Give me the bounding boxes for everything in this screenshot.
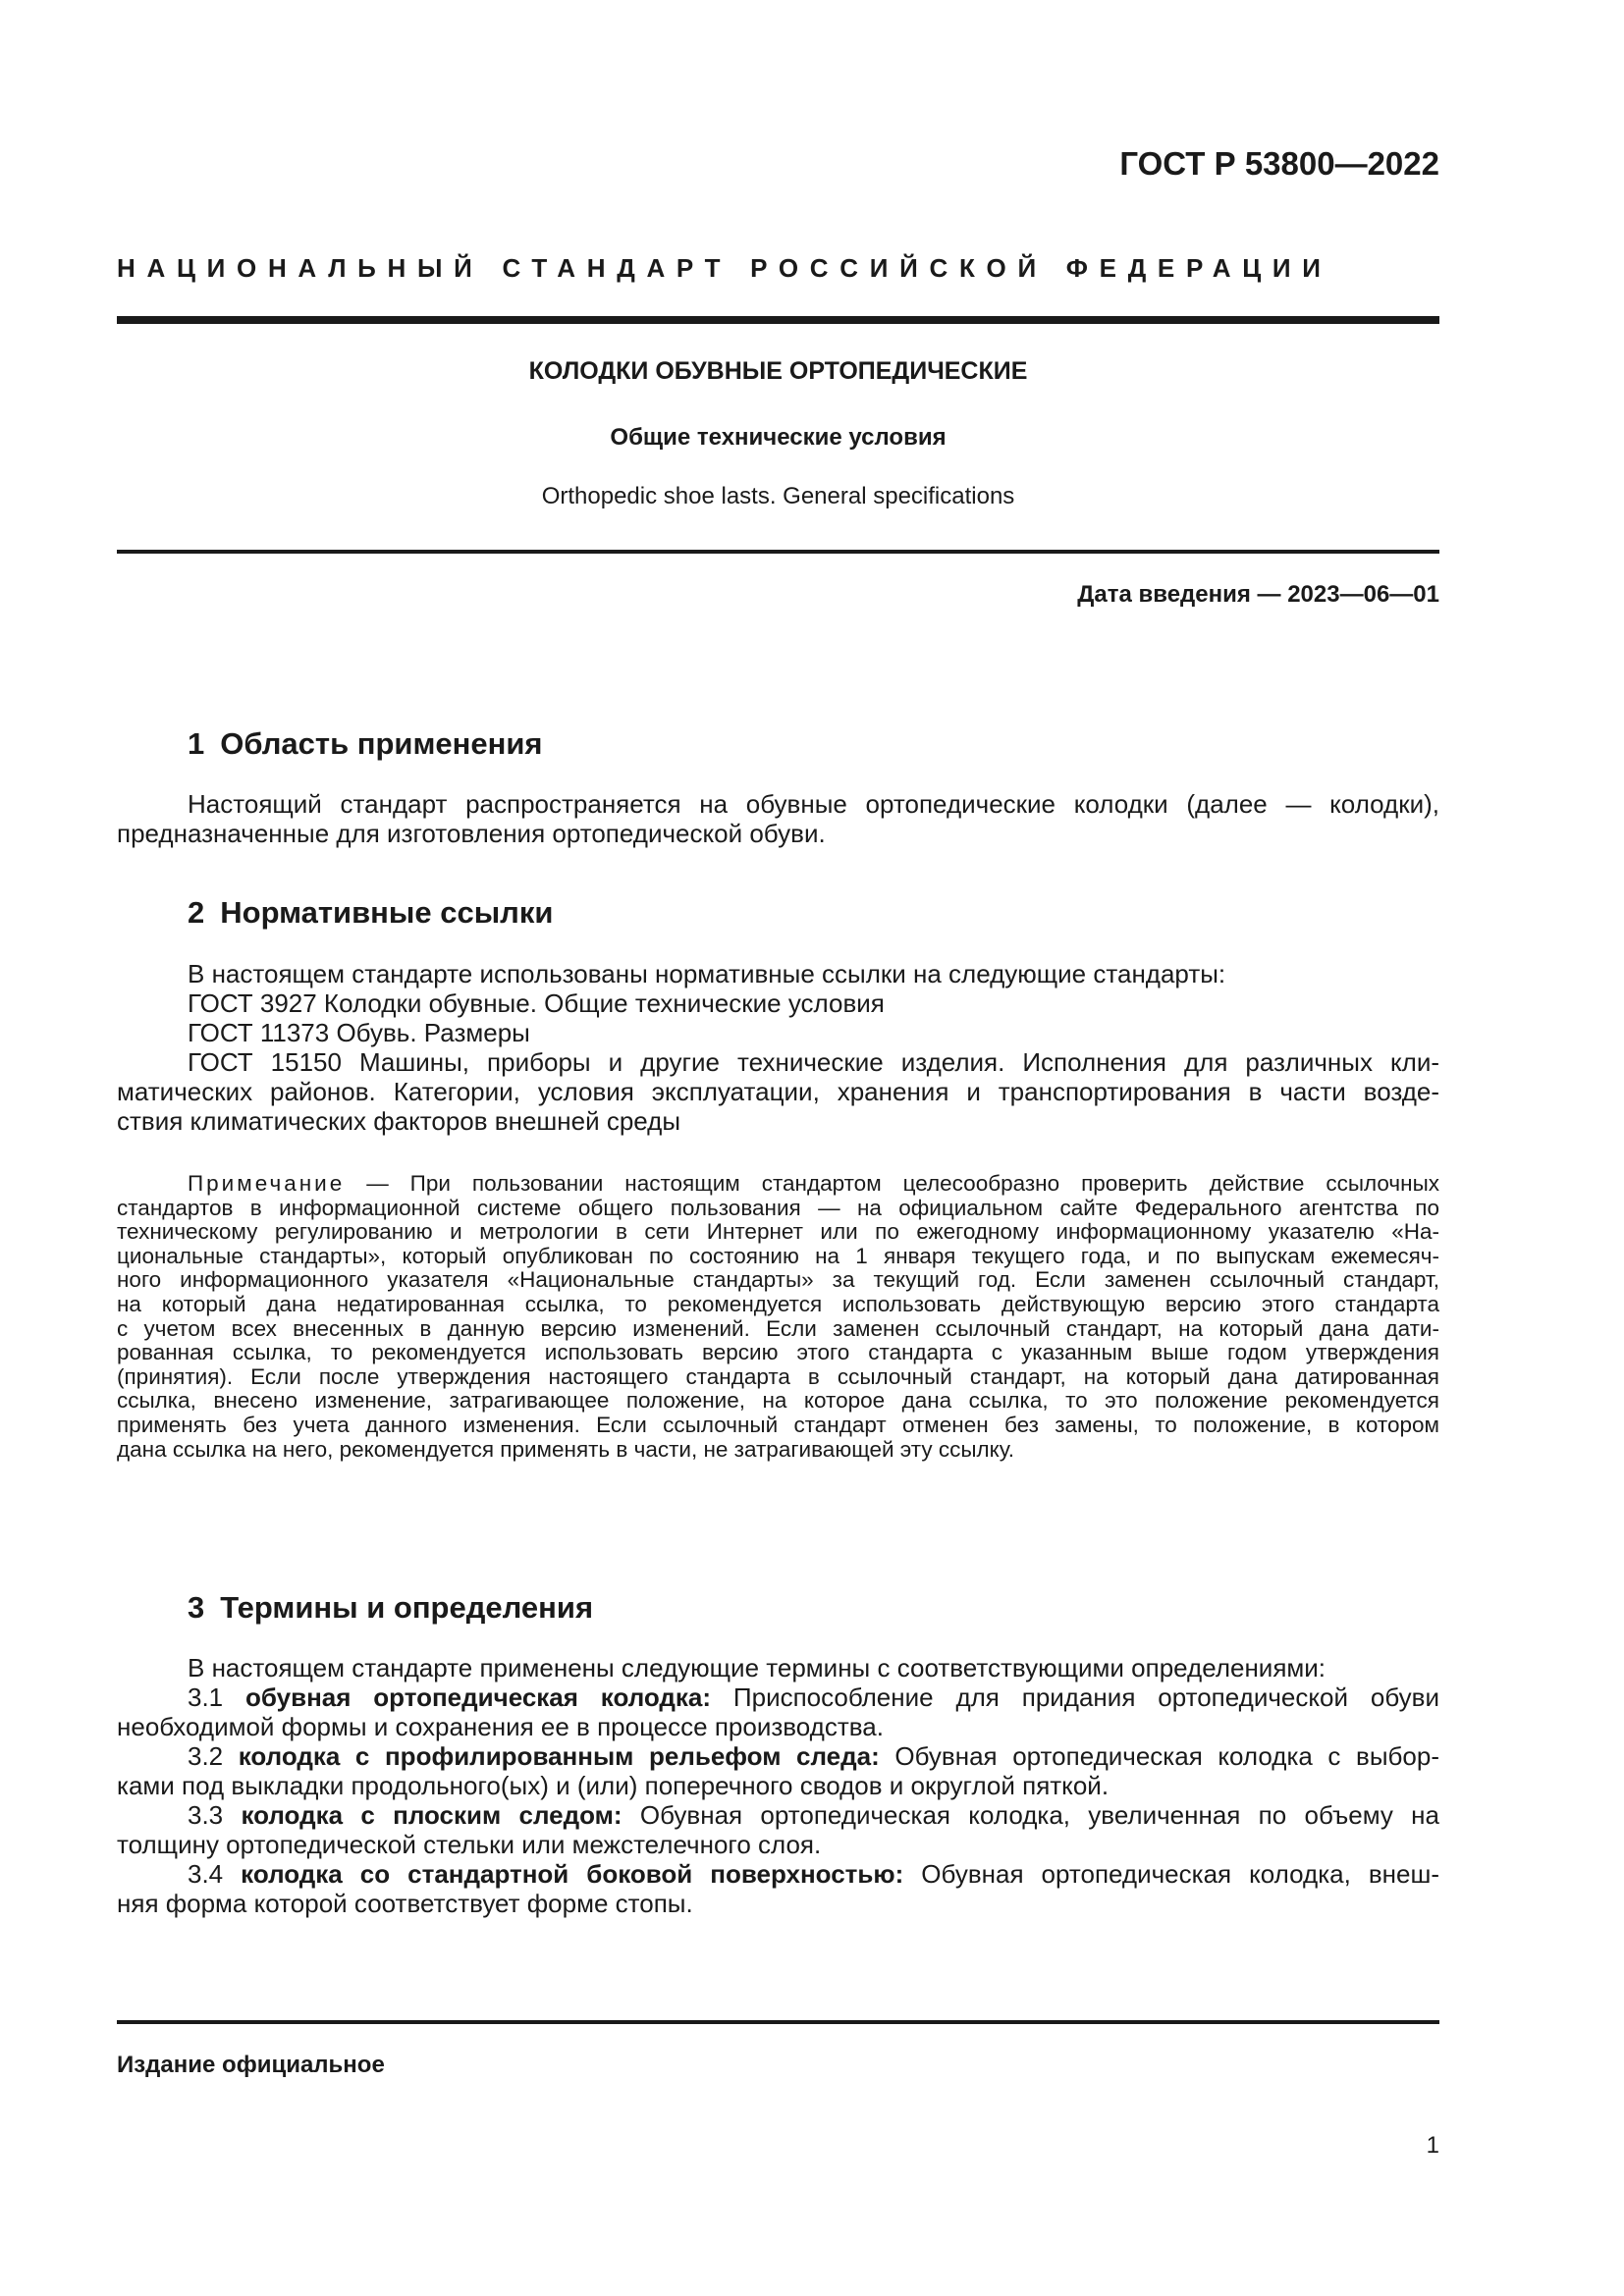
section-3-heading <box>188 1590 593 1626</box>
text-line: В настоящем стандарте использованы нормативные ссылки на следующие стандарты: <box>188 959 1226 988</box>
reference-line: ГОСТ 11373 Обувь. Размеры <box>188 1018 530 1047</box>
section-number: 3 <box>188 1590 205 1625</box>
document-code: ГОСТ Р 53800—2022 <box>1119 145 1439 182</box>
title-rule <box>117 550 1439 554</box>
introduction-date: Дата введения — 2023—06—01 <box>1077 581 1439 608</box>
section-3-text <box>117 1653 1439 1918</box>
official-edition-label: Издание официальное <box>117 2052 385 2078</box>
note-line: применять без учета данного изменения. Если ссылочный стандарт отменен без замены, то положение, в котором <box>117 1412 1439 1437</box>
text-line: В настоящем стандарте применены следующие термины с соответствующими определениями: <box>188 1653 1326 1682</box>
note-line: циональные стандарты», который опубликован по состоянию на 1 января текущего года, и по выпускам ежемесяч- <box>117 1243 1439 1268</box>
section-2-note <box>117 1172 1439 1462</box>
note-line: стандартов в информационной системе общего пользования — на официальном сайте Федерального агентства по <box>117 1195 1439 1220</box>
section-title: Нормативные ссылки <box>220 895 554 930</box>
section-title: Область применения <box>220 726 543 761</box>
note-text: — При пользовании настоящим стандартом целесообразно проверить действие ссылочных <box>345 1171 1439 1196</box>
note-line: с учетом всех внесенных в данную версию изменений. Если заменен ссылочный стандарт, на который дана дати- <box>117 1315 1439 1341</box>
reference-line: ГОСТ 3927 Колодки обувные. Общие технические условия <box>188 988 885 1018</box>
term-3-2-continuation: ками под выкладки продольного(ых) и (или) поперечного сводов и округлой пяткой. <box>117 1771 1110 1800</box>
term-name: колодка со стандартной боковой поверхностью: <box>241 1859 904 1889</box>
term-3-4-line <box>117 1859 1439 1889</box>
reference-line: ствия климатических факторов внешней среды <box>117 1106 681 1136</box>
note-line: ного информационного указателя «Национальные стандарты» за текущий год. Если заменен ссылочный стандарт, <box>117 1267 1439 1293</box>
note-label: Примечание <box>188 1171 346 1196</box>
section-number: 1 <box>188 726 205 761</box>
term-3-4-continuation: няя форма которой соответствует форме стопы. <box>117 1889 693 1918</box>
section-2-text <box>117 959 1439 1136</box>
reference-line: матических районов. Категории, условия эксплуатации, хранения и транспортирования в части возде- <box>117 1077 1439 1106</box>
note-line: рованная ссылка, то рекомендуется использовать версию этого стандарта с указанным выше годом утверждения <box>117 1340 1439 1365</box>
term-name: колодка с профилированным рельефом следа: <box>238 1741 880 1771</box>
text-line: Настоящий стандарт распространяется на обувные ортопедические колодки (далее — колодки), <box>188 789 1439 819</box>
term-3-1-line <box>117 1682 1439 1712</box>
note-line: техническому регулированию и метрологии в сети Интернет или по ежегодному информационному указателю «На- <box>117 1219 1439 1245</box>
term-name: колодка с плоским следом: <box>241 1800 623 1830</box>
section-1-heading <box>188 726 543 762</box>
section-2-heading <box>188 895 553 931</box>
term-number: 3.3 <box>188 1800 224 1830</box>
note-line: (принятия). Если после утверждения настоящего стандарта в ссылочный стандарт, на который дана датированная <box>117 1363 1439 1389</box>
term-definition: Приспособление для придания ортопедической обуви <box>711 1682 1439 1712</box>
term-definition: Обувная ортопедическая колодка, внеш- <box>903 1859 1439 1889</box>
document-title-english: Orthopedic shoe lasts. General specifications <box>541 483 1015 509</box>
term-3-1-continuation: необходимой формы и сохранения ее в процессе производства. <box>117 1712 884 1741</box>
term-number: 3.1 <box>188 1682 224 1712</box>
document-subtitle: Общие технические условия <box>610 424 947 451</box>
term-name: обувная ортопедическая колодка: <box>245 1682 712 1712</box>
term-definition: Обувная ортопедическая колодка с выбор- <box>879 1741 1439 1771</box>
header-rule <box>117 316 1439 324</box>
footer-rule <box>117 2020 1439 2024</box>
term-3-3-continuation: толщину ортопедической стельки или межстелечного слоя. <box>117 1830 822 1859</box>
page-number: 1 <box>1426 2132 1439 2159</box>
term-number: 3.4 <box>188 1859 224 1889</box>
section-number: 2 <box>188 895 205 930</box>
reference-line: ГОСТ 15150 Машины, приборы и другие технические изделия. Исполнения для различных кли- <box>188 1047 1439 1077</box>
term-definition: Обувная ортопедическая колодка, увеличенная по объему на <box>622 1800 1440 1830</box>
term-3-3-line <box>117 1800 1439 1830</box>
national-standard-heading: НАЦИОНАЛЬНЫЙ СТАНДАРТ РОССИЙСКОЙ ФЕДЕРАЦИИ <box>117 253 1332 283</box>
note-line <box>117 1172 1439 1197</box>
section-title: Термины и определения <box>220 1590 594 1625</box>
note-line: ссылка, внесено изменение, затрагивающее положение, на которое дана ссылка, то это положение рекомендуется <box>117 1388 1439 1414</box>
note-line: на который дана недатированная ссылка, то рекомендуется использовать действующую версию этого стандарта <box>117 1291 1439 1316</box>
term-number: 3.2 <box>188 1741 224 1771</box>
document-title: КОЛОДКИ ОБУВНЫЕ ОРТОПЕДИЧЕСКИЕ <box>528 357 1028 385</box>
term-3-2-line <box>117 1741 1439 1771</box>
section-1-text <box>117 789 1439 848</box>
note-line: дана ссылка на него, рекомендуется применять в части, не затрагивающей эту ссылку. <box>117 1436 1014 1462</box>
text-line: предназначенные для изготовления ортопедической обуви. <box>117 819 826 848</box>
